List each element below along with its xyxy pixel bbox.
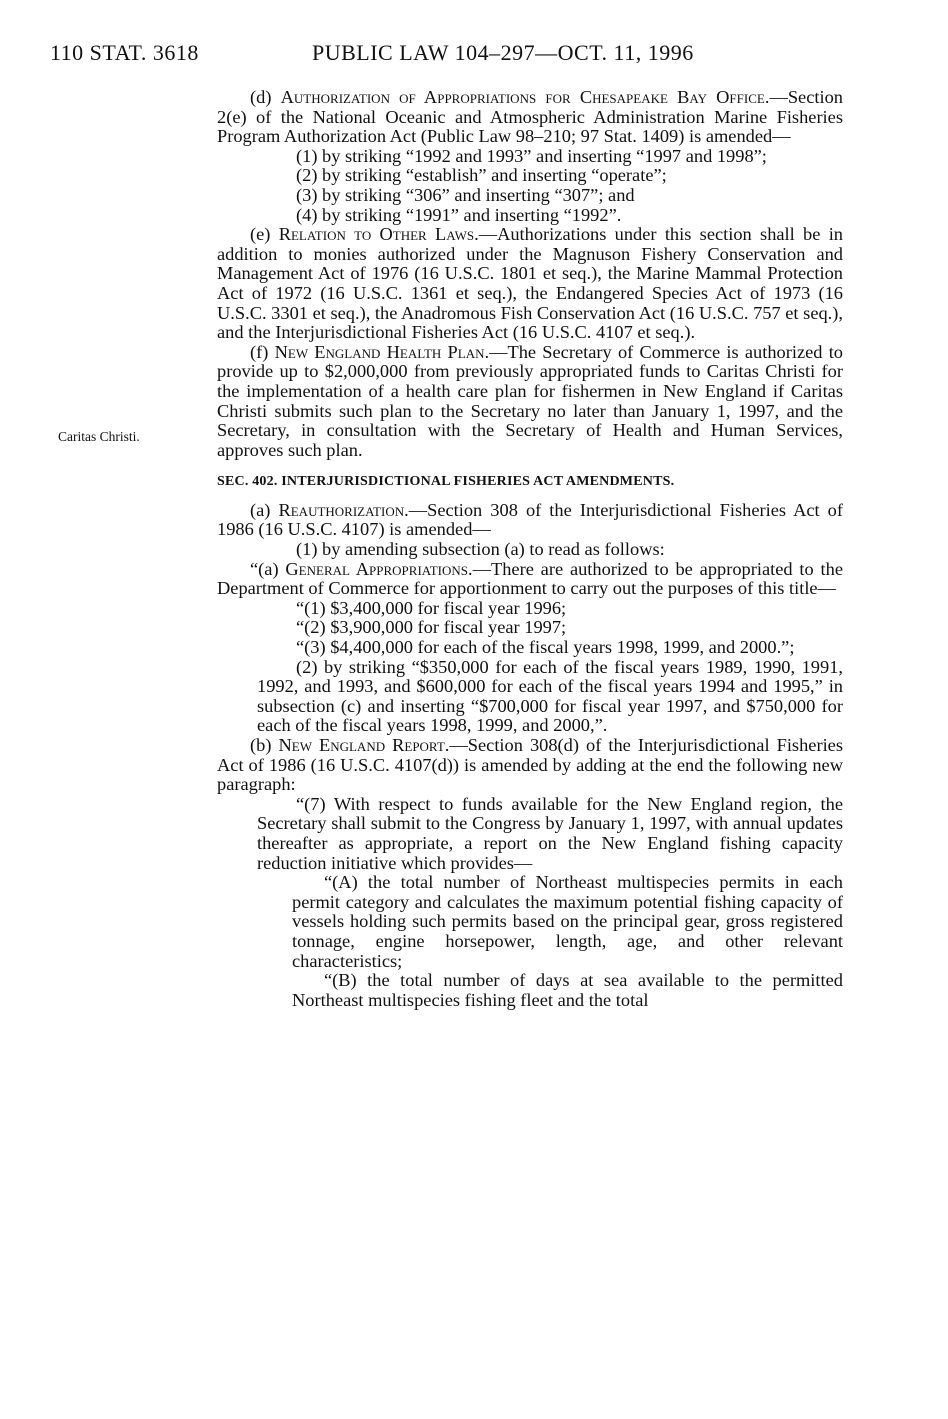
quoted-item-3: “(3) $4,400,000 for each of the fiscal years 1998, 1999, and 2000.”; (296, 637, 795, 658)
subsection-d (217, 88, 843, 147)
sec402-b-heading: New England Report. (278, 735, 450, 755)
quoted-item-1: “(1) $3,400,000 for fiscal year 1996; (296, 597, 567, 618)
quoted-a-heading: General Appropriations. (285, 558, 473, 579)
section-402-title: SEC. 402. INTERJURISDICTIONAL FISHERIES ACT AMENDMENTS. (217, 474, 675, 490)
d-item-3: (3) by striking “306” and inserting “307”; and (296, 184, 635, 205)
public-law-title: PUBLIC LAW 104–297—OCT. 11, 1996 (312, 40, 694, 65)
d-item-4: (4) by striking “1991” and inserting “1992”. (296, 204, 622, 225)
subsection-e-text: —Authorizations under this section shall be in addition to monies authorized under the Magnuson Fishery Conservation and Management Act of 1976 (16 U.S.C. 1801 et seq.), the Marine Mammal Protection Act of 1972 (16 U.S.C. 1361 et seq.), the Endangered Species Act of 1973 (16 U.S.C. 3301 et seq.), the Anadromous Fish Conservation Act (16 U.S.C. 757 et seq.), and the Interjurisdictional Fisheries Act (16 U.S.C. 4107 et seq.). (217, 224, 843, 343)
sec402-subsection-a (217, 501, 843, 540)
subsection-f-heading: New England Health Plan. (274, 341, 490, 362)
subsection-e (217, 225, 843, 343)
subsection-d-text: —Section 2(e) of the National Oceanic and Atmospheric Administration Marine Fisheries Program Authorization Act (Public Law 98–210; 97 Stat. 1409) is amended— (217, 87, 843, 147)
subsection-f-label: (f) (250, 341, 275, 362)
page-header (0, 40, 948, 70)
subsection-d-label: (d) (250, 87, 281, 107)
subsection-d-heading: Authorization of Appropriations for Chesapeake Bay Office. (280, 87, 770, 107)
sec402-subsection-b (217, 736, 843, 795)
sec402-a-item-2: (2) by striking “$350,000 for each of the fiscal years 1989, 1990, 1991, 1992, and 1993, and $600,000 for each of the fiscal years 1994 and 1995,” in subsection (c) and inserting “$700,000 for fiscal year 1997, and $750,000 for each of the fiscal years 1998, 1999, and 2000,”. (257, 656, 843, 736)
subsection-e-label: (e) (250, 224, 279, 245)
margin-note: Caritas Christi. (58, 429, 140, 444)
sec402-b-label: (b) (250, 735, 279, 755)
subsection-f-text: —The Secretary of Commerce is authorized to provide up to $2,000,000 from previously appropriated funds to Caritas Christi for the implementation of a health care plan for fishermen in New England if Caritas Christi submits such plan to the Secretary no later than January 1, 1997, and the Secretary, in consultation with the Secretary of Health and Human Services, approves such plan. (217, 341, 843, 460)
sec402-b-text: —Section 308(d) of the Interjurisdictional Fisheries Act of 1986 (16 U.S.C. 4107(d)) is amended by adding at the end the following new paragraph: (217, 735, 843, 795)
quoted-a-label: “(a) (250, 558, 286, 579)
d-item-2: (2) by striking “establish” and inserting “operate”; (296, 165, 667, 186)
subsection-f (217, 343, 843, 461)
d-item-1: (1) by striking “1992 and 1993” and inserting “1997 and 1998”; (296, 145, 767, 166)
paragraph-7: “(7) With respect to funds available for the New England region, the Secretary shall submit to the Congress by January 1, 1997, with annual updates thereafter as appropriate, a report on the New England fishing capacity reduction initiative which provides— (257, 793, 843, 873)
paragraph-7-b: “(B) the total number of days at sea available to the permitted Northeast multispecies fishing fleet and the total (292, 970, 843, 1010)
sec402-a-heading: Reauthorization. (278, 499, 409, 520)
sec402-a-item-1: (1) by amending subsection (a) to read as follows: (296, 539, 665, 560)
sec402-a-label: (a) (250, 499, 279, 520)
subsection-e-heading: Relation to Other Laws. (278, 224, 479, 245)
quoted-item-2: “(2) $3,900,000 for fiscal year 1997; (296, 617, 567, 638)
stat-citation: 110 STAT. 3618 (50, 40, 199, 65)
quoted-a-text: —There are authorized to be appropriated to the Department of Commerce for apportionment to carry out the purposes of this title— (217, 558, 843, 599)
paragraph-7-a: “(A) the total number of Northeast multispecies permits in each permit category and calculates the maximum potential fishing capacity of vessels holding such permits based on the principal gear, gross registered tonnage, engine horsepower, length, age, and other relevant characteristics; (292, 872, 843, 971)
statute-text (217, 88, 843, 1010)
quoted-subsection-a (217, 560, 843, 599)
sec402-a-text: —Section 308 of the Interjurisdictional Fisheries Act of 1986 (16 U.S.C. 4107) is amended— (217, 499, 843, 540)
